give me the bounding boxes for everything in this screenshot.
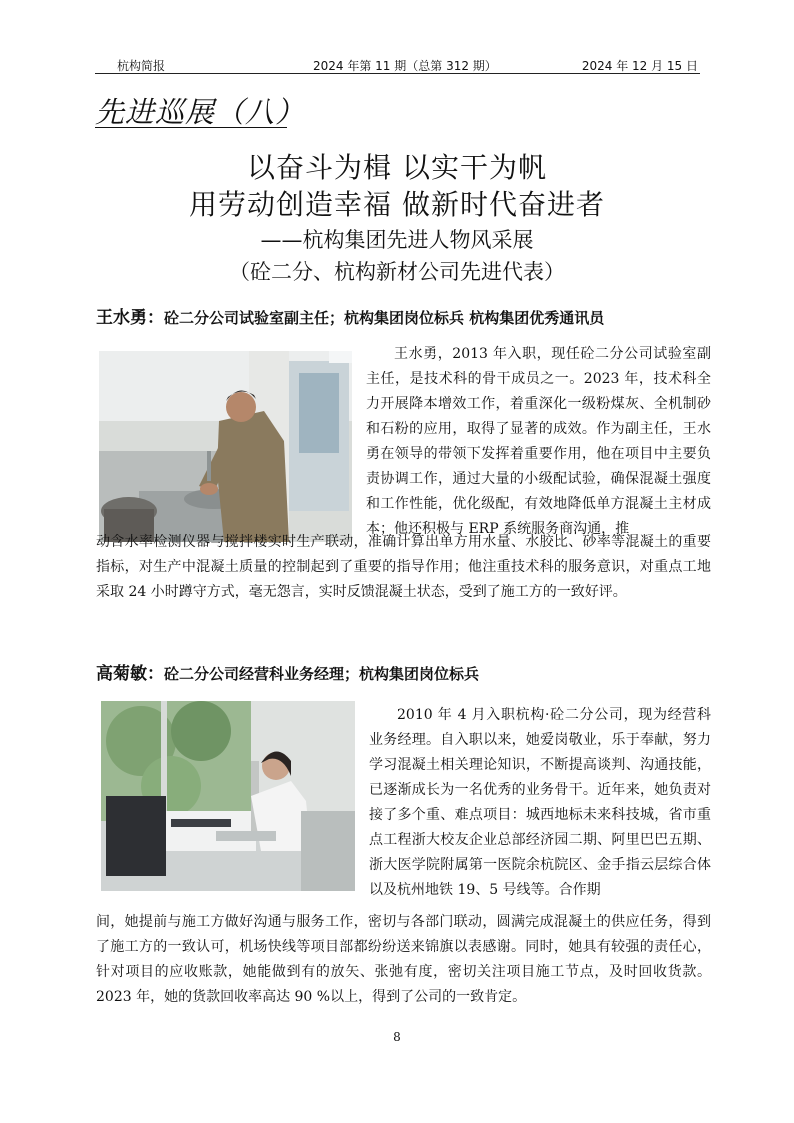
column-title: 先进巡展（八） [95,95,306,129]
photo-office-worker [101,701,355,891]
person-heading-2 [96,659,479,684]
header-divider [95,73,700,74]
column-title-underline [95,127,287,128]
issue-number: 2024 年第 11 期（总第 312 期） [313,59,497,73]
headline-line-2: 用劳动创造幸福 做新时代奋进者 [189,188,605,221]
subtitle-2: （砼二分、杭构新材公司先进代表） [229,260,565,284]
person-roles: 砼二分公司经营科业务经理；杭构集团岗位标兵 [164,665,480,683]
person-name: 高菊敏： [96,664,164,684]
headline-line-1: 以奋斗为楫 以实干为帆 [247,151,547,184]
issue-date: 2024 年 12 月 15 日 [581,59,698,73]
person-heading-1 [96,303,604,328]
person-2-paragraph-full: 间，她提前与施工方做好沟通与服务工作，密切与各部门联动，圆满完成混凝土的供应任务，得到了施工方的一致认可，机场快线等项目部都纷纷送来锦旗以表感谢。同时，她具有较强的责任心，针对项目的应收账款，她能做到有的放矢、张弛有度，密切关注项目施工节点，及时回收货款。2023 年，她的货款回收率高达 90 %以上，得到了公司的一致肯定。 [96,914,711,1005]
page-header [95,55,700,73]
person-2-paragraph-wrap: 2010 年 4 月入职杭构·砼二分公司，现为经营科业务经理。自入职以来，她爱岗敬业，乐于奉献，努力学习混凝土相关理论知识，不断提高谈判、沟通技能，已逐渐成长为一名优秀的业务骨干。近年来，她负责对接了多个重、难点项目：城西地标未来科技城，省市重点工程浙大校友企业总部经济园二期、阿里巴巴五期、浙大医学院附属第一医院余杭院区、金手指云层综合体以及杭州地铁 19、5 号线等。合作期 [369,707,711,898]
subtitle: ——杭构集团先进人物风采展 [260,228,534,252]
lab-photo-illustration [99,351,352,542]
person-roles: 砼二分公司试验室副主任；杭构集团岗位标兵 杭构集团优秀通讯员 [164,309,605,327]
person-1-paragraph-wrap: 王水勇，2013 年入职，现任砼二分公司试验室副主任，是技术科的骨干成员之一。2023 年，技术科全力开展降本增效工作，着重深化一级粉煤灰、全机制砂和石粉的应用，取得了显著的成效。作为副主任，王水勇在领导的带领下发挥着重要作用，他在项目中主要负责协调工作，通过大量的小级配试验，确保混凝土强度和工作性能，优化级配，有效地降低单方混凝土主材成本；他还积极与 ERP 系统服务商沟通，推 [366,346,711,537]
person-name: 王水勇： [96,308,164,328]
office-photo-illustration [101,701,355,891]
publication-name: 杭构简报 [117,59,166,73]
photo-lab-worker [99,351,352,542]
person-1-paragraph-full: 动含水率检测仪器与搅拌楼实时生产联动，准确计算出单方用水量、水胶比、砂率等混凝土的重要指标，对生产中混凝土质量的控制起到了重要的指导作用；他注重技术科的服务意识，对重点工地采取 24 小时蹲守方式，毫无怨言，实时反馈混凝土状态，受到了施工方的一致好评。 [96,534,711,600]
page-number: 8 [393,1030,401,1044]
